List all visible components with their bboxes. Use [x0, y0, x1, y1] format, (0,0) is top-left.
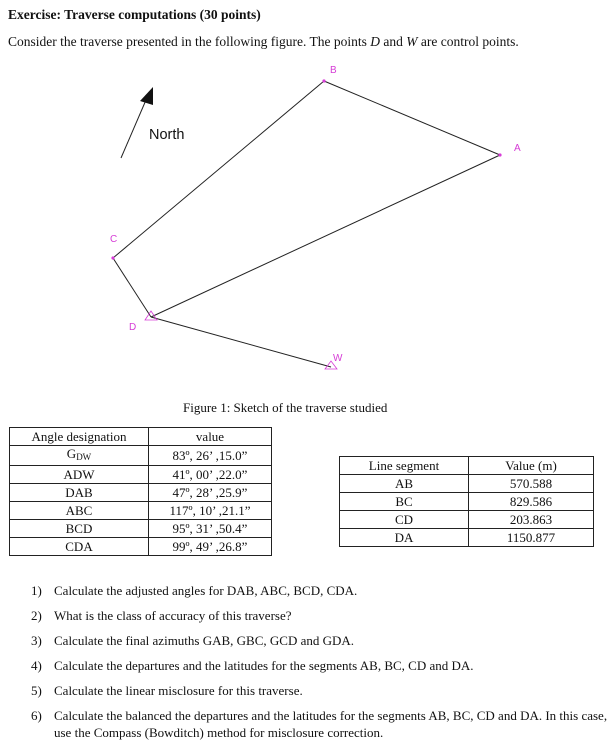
table-row — [10, 446, 272, 466]
table-row — [10, 466, 272, 484]
angle-designation — [10, 446, 149, 466]
point-b-label: B — [330, 65, 337, 76]
point-d-label: D — [129, 322, 137, 333]
question-text: What is the class of accuracy of this traverse? — [54, 608, 292, 623]
table-row — [340, 493, 594, 511]
angle-value: 95º, 31’ ,50.4” — [149, 520, 272, 538]
segment-cb — [113, 81, 324, 258]
angle-value: 83º, 26’ ,15.0” — [149, 446, 272, 466]
segment-ad — [151, 155, 500, 317]
segment-length: 203.863 — [469, 511, 594, 529]
north-arrow-head-icon — [140, 87, 153, 105]
table-row — [10, 502, 272, 520]
angle-designation: DAB — [10, 484, 149, 502]
angle-designation: ADW — [10, 466, 149, 484]
segment-name: CD — [340, 511, 469, 529]
segment-length: 570.588 — [469, 475, 594, 493]
point-a-label: A — [514, 143, 521, 154]
question-number: 4) — [31, 658, 42, 673]
angle-header-designation: Angle designation — [10, 428, 149, 446]
table-row — [340, 529, 594, 547]
table-row — [10, 520, 272, 538]
exercise-title: Exercise: Traverse computations (30 points) — [8, 7, 261, 22]
segment-name: DA — [340, 529, 469, 547]
angle-value: 41º, 00’ ,22.0” — [149, 466, 272, 484]
angle-designation: CDA — [10, 538, 149, 556]
question-number: 6) — [31, 708, 42, 723]
angle-designation-subscript: DW — [76, 452, 92, 462]
angle-table-header — [10, 428, 272, 446]
intro-prefix: Consider the traverse presented in the following figure. The points — [8, 34, 371, 49]
question-text: Calculate the departures and the latitudes for the segments AB, BC, CD and DA. — [54, 658, 474, 673]
segment-dw — [151, 317, 331, 367]
question-number: 2) — [31, 608, 42, 623]
north-arrow-shaft — [121, 100, 146, 158]
figure-caption: Figure 1: Sketch of the traverse studied — [183, 400, 388, 415]
segment-table — [339, 456, 594, 547]
intro-suffix: are control points. — [417, 34, 519, 49]
table-row — [10, 484, 272, 502]
question-number: 5) — [31, 683, 42, 698]
intro-point-d: D — [370, 34, 381, 49]
table-row — [340, 511, 594, 529]
north-label: North — [149, 127, 185, 143]
segment-name: BC — [340, 493, 469, 511]
angle-designation: ABC — [10, 502, 149, 520]
question-number: 3) — [31, 633, 42, 648]
segment-ba — [324, 81, 500, 155]
angle-designation: BCD — [10, 520, 149, 538]
segment-header-value: Value (m) — [469, 457, 594, 475]
angle-value: 99º, 49’ ,26.8” — [149, 538, 272, 556]
angle-value: 47º, 28’ ,25.9” — [149, 484, 272, 502]
point-c-label: C — [110, 234, 118, 245]
segment-cd — [113, 258, 151, 317]
table-row — [10, 538, 272, 556]
segment-name: AB — [340, 475, 469, 493]
question-text: Calculate the adjusted angles for DAB, ABC, BCD, CDA. — [54, 583, 358, 598]
question-text: Calculate the final azimuths GAB, GBC, GCD and GDA. — [54, 633, 355, 648]
angle-header-value: value — [149, 428, 272, 446]
point-a-marker — [498, 153, 501, 156]
segment-header-name: Line segment — [340, 457, 469, 475]
question-text: Calculate the balanced the departures and the latitudes for the segments AB, BC, CD and DA. In this case, use the Compass (Bowditch) method for misclosure correction. — [54, 708, 608, 740]
table-row — [340, 475, 594, 493]
segment-length: 1150.877 — [469, 529, 594, 547]
intro-mid: and — [380, 34, 407, 49]
point-b-marker — [322, 79, 325, 82]
segment-table-header — [340, 457, 594, 475]
point-c-marker — [111, 256, 114, 259]
segment-length: 829.586 — [469, 493, 594, 511]
point-w-label: W — [333, 353, 343, 364]
intro-point-w: W — [406, 34, 418, 49]
question-text: Calculate the linear misclosure for this traverse. — [54, 683, 303, 698]
question-number: 1) — [31, 583, 42, 598]
angle-value: 117º, 10’ ,21.1” — [149, 502, 272, 520]
angle-designation-main: G — [66, 446, 77, 461]
angle-table — [9, 427, 272, 556]
